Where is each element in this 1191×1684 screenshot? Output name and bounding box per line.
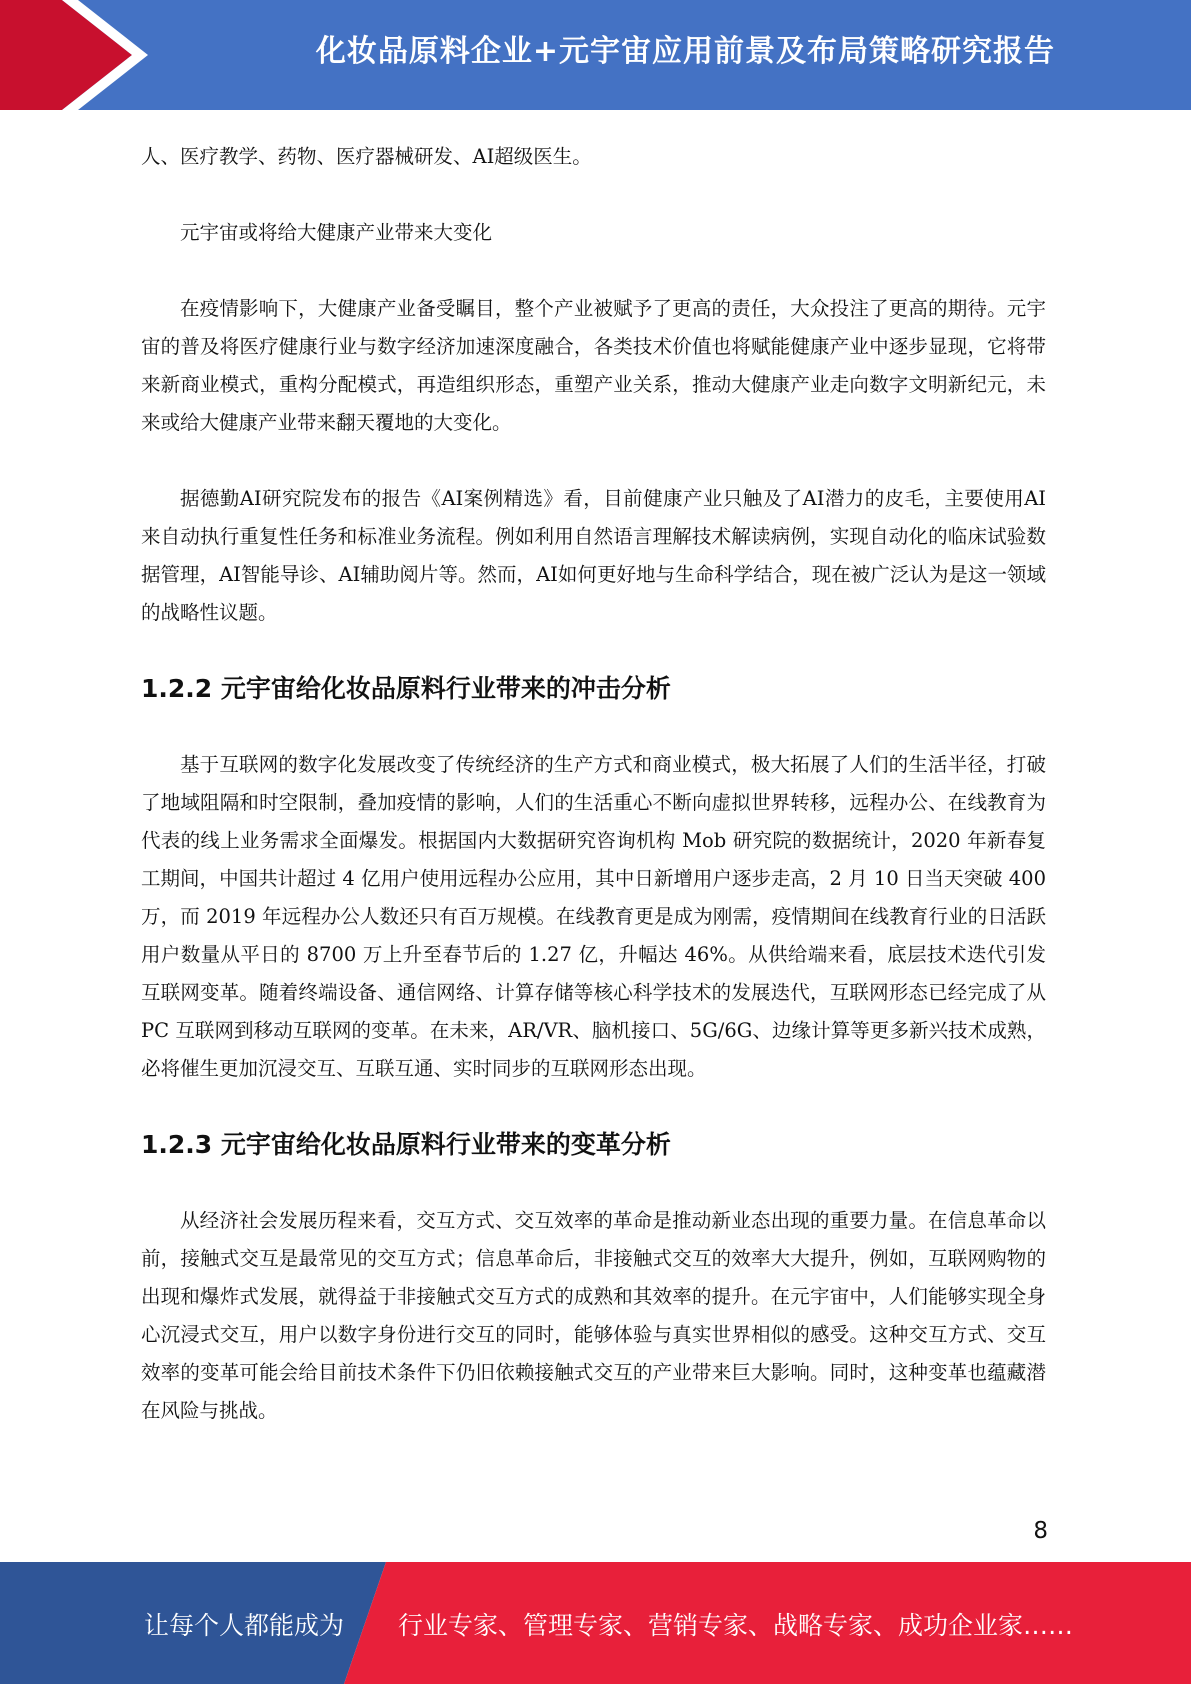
paragraph: 基于互联网的数字化发展改变了传统经济的生产方式和商业模式，极大拓展了人们的生活半径，打破了地域阻隔和时空限制，叠加疫情的影响，人们的生活重心不断向虚拟世界转移，远程办公、在线教育为代表的线上业务需求全面爆发。根据国内大数据研究咨询机构 Mob 研究院的数据统计，2020 年新春复工期间，中国共计超过 4 亿用户使用远程办公应用，其中日新增用户逐步走高，2 月 10 日当天突破 400 万，而 2019 年远程办公人数还只有百万规模。在线教育更是成为刚需，疫情期间在线教育行业的日活跃用户数量从平日的 8700 万上升至春节后的 1.27 亿，升幅达 46%。从供给端来看，底层技术迭代引发互联网变革。随着终端设备、通信网络、计算存储等核心科学技术的发展迭代，互联网形态已经完成了从 PC 互联网到移动互联网的变革。在未来，AR/VR、脑机接口、5G/6G、边缘计算等更多新兴技术成熟，必将催生更加沉浸交互、互联互通、实时同步的互联网形态出现。 <box>141 753 1046 1080</box>
header-title: 化妆品原料企业+元宇宙应用前景及布局策略研究报告 <box>315 34 1056 69</box>
paragraph-continued: 人、医疗教学、药物、医疗器械研发、AI超级医生。 <box>141 145 592 168</box>
section-heading-1-2-2: 1.2.2 元宇宙给化妆品原料行业带来的冲击分析 <box>141 674 671 703</box>
paragraph: 在疫情影响下，大健康产业备受瞩目，整个产业被赋予了更高的责任，大众投注了更高的期待。元宇宙的普及将医疗健康行业与数字经济加速深度融合，各类技术价值也将赋能健康产业中逐步显现，它将带来新商业模式，重构分配模式，再造组织形态，重塑产业关系，推动大健康产业走向数字文明新纪元，未来或给大健康产业带来翻天覆地的大变化。 <box>141 297 1046 434</box>
page-content <box>141 138 1046 1468</box>
footer-slogan-right: 行业专家、管理专家、营销专家、战略专家、成功企业家…… <box>398 1611 1074 1640</box>
page-number: 8 <box>1033 1518 1048 1544</box>
page-header <box>0 0 1191 110</box>
footer-slogan-left: 让每个人都能成为 <box>144 1611 345 1640</box>
header-arrow-decoration <box>0 0 160 110</box>
section-heading-1-2-3: 1.2.3 元宇宙给化妆品原料行业带来的变革分析 <box>141 1130 671 1159</box>
page-footer <box>0 1562 1191 1684</box>
paragraph: 据德勤AI研究院发布的报告《AI案例精选》看，目前健康产业只触及了AI潜力的皮毛，主要使用AI来自动执行重复性任务和标准业务流程。例如利用自然语言理解技术解读病例，实现自动化的临床试验数据管理，AI智能导诊、AI辅助阅片等。然而，AI如何更好地与生命科学结合，现在被广泛认为是这一领域的战略性议题。 <box>141 487 1046 624</box>
paragraph-subheading: 元宇宙或将给大健康产业带来大变化 <box>180 221 493 244</box>
paragraph: 从经济社会发展历程来看，交互方式、交互效率的革命是推动新业态出现的重要力量。在信息革命以前，接触式交互是最常见的交互方式；信息革命后，非接触式交互的效率大大提升，例如，互联网购物的出现和爆炸式发展，就得益于非接触式交互方式的成熟和其效率的提升。在元宇宙中，人们能够实现全身心沉浸式交互，用户以数字身份进行交互的同时，能够体验与真实世界相似的感受。这种交互方式、交互效率的变革可能会给目前技术条件下仍旧依赖接触式交互的产业带来巨大影响。同时，这种变革也蕴藏潜在风险与挑战。 <box>141 1209 1046 1422</box>
